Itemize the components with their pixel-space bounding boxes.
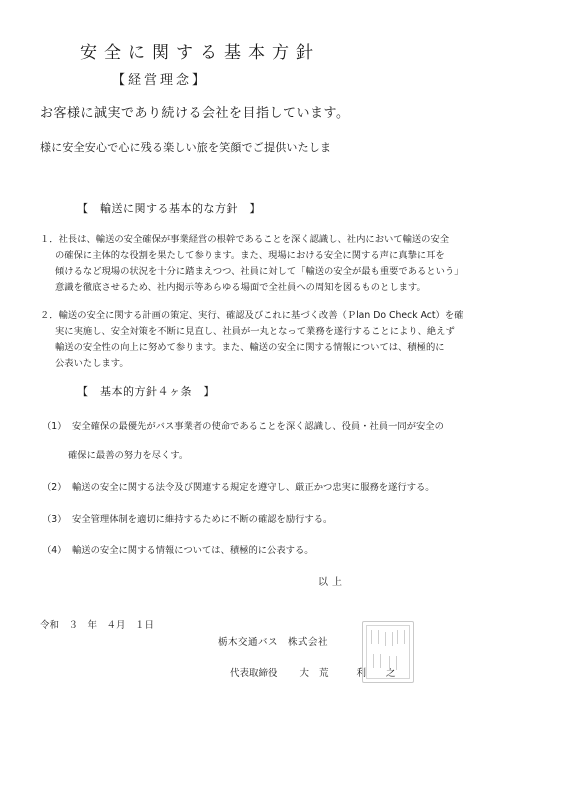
- representative-title: 代表取締役: [230, 668, 278, 679]
- policy-item-1-line: の確保に主体的な役割を果たして参ります。また、現場における安全に関する声に真摯に耳を: [55, 250, 445, 261]
- issue-date: 令和 ３ 年 ４月 １日: [40, 620, 155, 631]
- company-seal: [362, 621, 414, 683]
- policy-item-2-line: 実に実施し、安全対策を不断に見直し、社員が一丸となって業務を遂行することにより、絶えず: [55, 326, 455, 337]
- rule-text: 安全管理体制を適切に維持するために不断の確認を励行する。: [72, 514, 333, 525]
- rule-item: [42, 511, 332, 525]
- company-name: 栃木交通バス 株式会社: [218, 637, 329, 648]
- rule-number: （2）: [42, 482, 67, 493]
- representative-surname: 大荒: [299, 668, 339, 679]
- policy-item-1-line: 傾けるなど現場の状況を十分に踏まえつつ、社員に対して「輸送の安全が最も重要であるという」: [55, 266, 464, 277]
- policy-item-2-line: 公表いたします。: [55, 358, 129, 369]
- rule-item: [42, 479, 435, 493]
- rule-text: 安全確保の最優先がバス事業者の使命であることを深く認識し、役員・社員一同が安全の: [72, 421, 444, 432]
- policy-item-1-line: 意識を徹底させるため、社内掲示等あらゆる場面で全社員への周知を図るものとします。: [55, 282, 426, 293]
- policy-item-2-line: ２．輸送の安全に関する計画の策定、実行、確認及びこれに基づく改善（Ｐlan Do Check Act）を確: [40, 310, 464, 321]
- rule-text: 輸送の安全に関する情報については、積極的に公表する。: [72, 545, 314, 556]
- rule-item-continuation: 確保に最善の努力を尽くす。: [68, 450, 189, 461]
- philosophy-line-2: 様に安全安心で心に残る楽しい旅を笑顔でご提供いたしま: [40, 141, 332, 154]
- rule-number: （4）: [42, 545, 67, 556]
- rule-item: [42, 418, 444, 432]
- policy-item-1-line: １．社長は、輸送の安全確保が事業経営の根幹であることを深く認識し、社内において輸送の安全: [40, 234, 450, 245]
- closing-text: 以上: [318, 577, 346, 588]
- rule-number: （1）: [42, 421, 67, 432]
- philosophy-line-1: お客様に誠実であり続ける会社を目指しています。: [40, 106, 350, 121]
- policy-item-1: [40, 232, 464, 296]
- page-title: 安全に関する基本方針: [80, 43, 320, 63]
- transport-policy-heading: 【 輸送に関する基本的な方針 】: [77, 202, 261, 215]
- policy-item-2: [40, 308, 463, 372]
- rule-number: （3）: [42, 514, 67, 525]
- philosophy-heading: 【経営理念】: [112, 73, 209, 88]
- representative-given-name: 利之: [356, 668, 416, 679]
- four-rules-heading: 【 基本的方針４ヶ条 】: [77, 385, 215, 398]
- rule-item: [42, 542, 314, 556]
- policy-item-2-line: 輸送の安全性の向上に努めて参ります。また、輸送の安全に関する情報については、積極的に: [55, 342, 445, 353]
- rule-text: 輸送の安全に関する法令及び関連する規定を遵守し、厳正かつ忠実に服務を遂行する。: [72, 482, 435, 493]
